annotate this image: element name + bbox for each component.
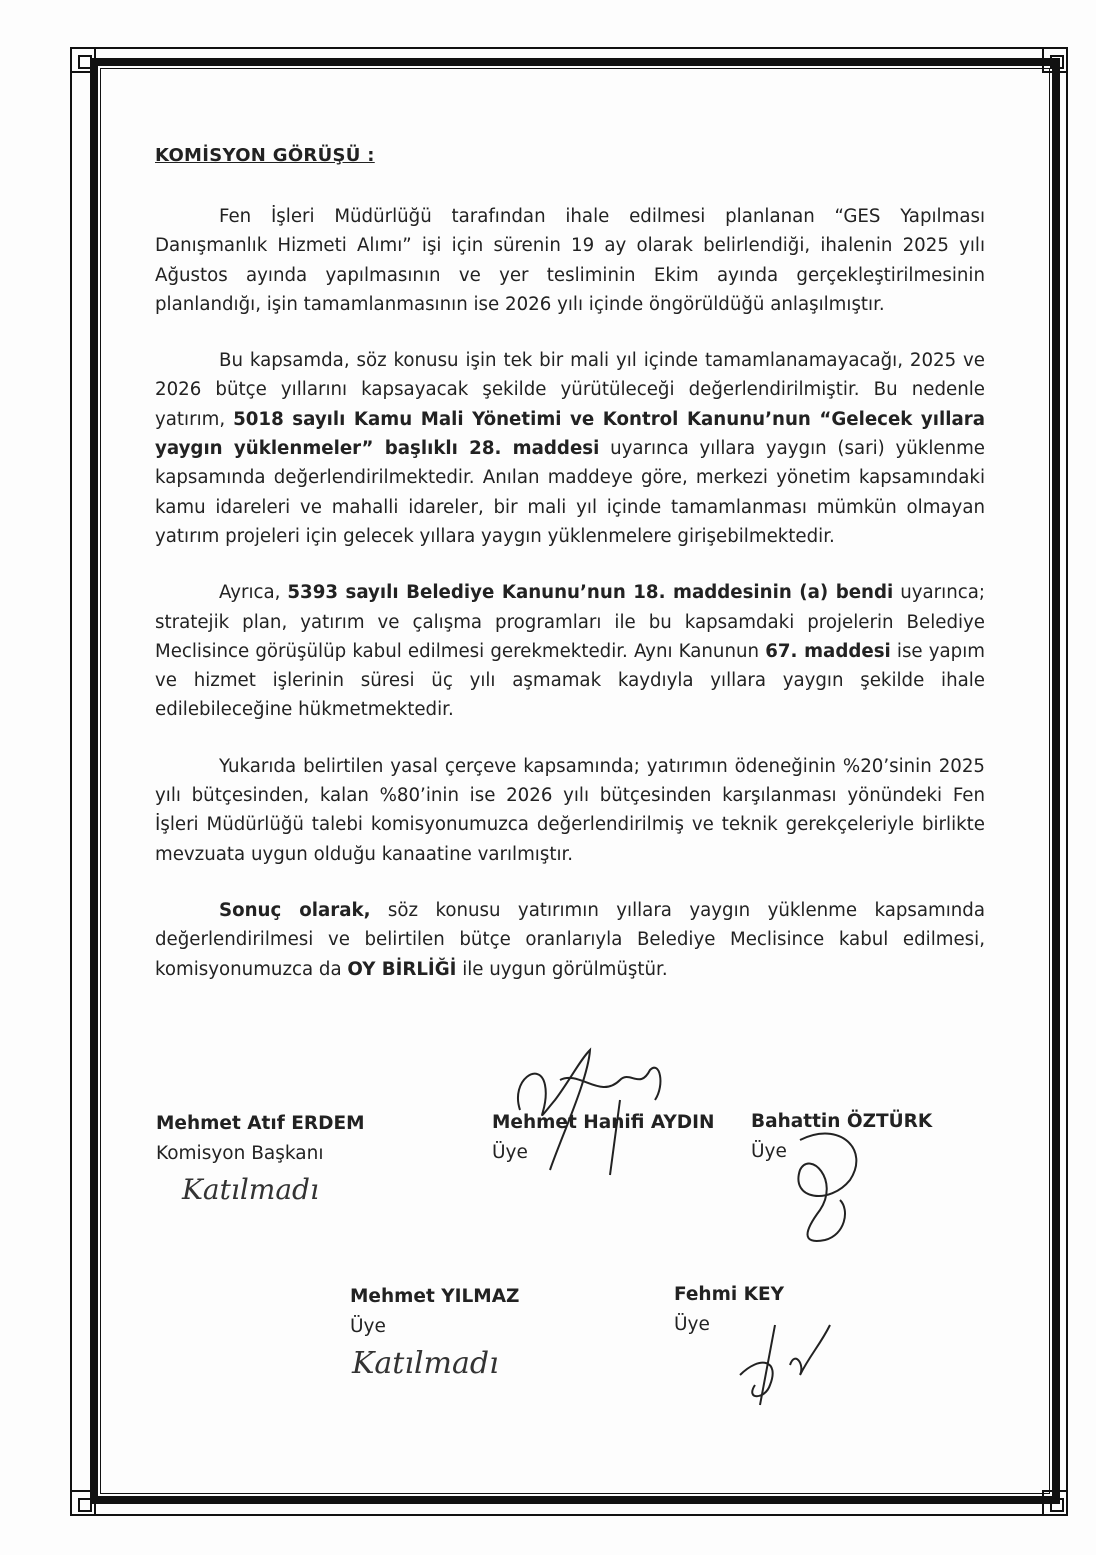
- text-run: ise yapım ve hizmet işlerinin süresi üç yılı aşmamak kaydıyla yıllara yaygın şekilde ihale edilebileceğine hükmetmektedir.: [155, 640, 985, 721]
- text-run: uyarınca yıllara yaygın (sari) yüklenme kapsamında değerlendirilmektedir. Anılan maddeye göre, merkezi yönetim kapsamındaki kamu idareleri ve mahalli idareler, bir mali yıl içinde tamamlanması mümkün olmayan yatırım projeleri için gelecek yıllara yaygın yüklenmelere girişebilmektedir.: [155, 438, 985, 547]
- bold-text-run: Sonuç olarak,: [219, 899, 371, 921]
- text-run: Yukarıda belirtilen yasal çerçeve kapsamında; yatırımın ödeneğinin %20’sinin 2025 yılı bütçesinden, kalan %80’inin ise 2026 yılı bütçesinden karşılanması yönündeki Fen İşleri Müdürlüğü talebi komisyonumuzca değerlendirilmiş ve teknik gerekçeleriyle birlikte mevzuata uygun olduğu kanaatine varılmıştır.: [155, 755, 985, 865]
- signatory-role: Üye: [751, 1141, 787, 1162]
- body-paragraph: [155, 346, 985, 551]
- signature-aydin: [500, 1040, 680, 1190]
- signatory-erdem: [156, 1109, 365, 1169]
- signatory-role: Üye: [492, 1142, 528, 1163]
- text-run: ile uygun görülmüştür.: [456, 958, 668, 980]
- signatory-name: Mehmet YILMAZ: [350, 1286, 520, 1307]
- corner-ornament-top-right: [1042, 47, 1068, 73]
- text-run: Bu kapsamda, söz konusu işin tek bir mali yıl içinde tamamlanamayacağı, 2025 ve 2026 bütçe yıllarını kapsayacak şekilde yürütüleceği değerlendirilmiştir. Bu nedenle yatırım,: [155, 350, 985, 430]
- bold-text-run: 67. maddesi: [765, 640, 891, 662]
- body-paragraph: [155, 896, 985, 984]
- document-body: [155, 145, 985, 1011]
- signatory-name: Fehmi KEY: [674, 1284, 785, 1305]
- corner-ornament-top-left: [70, 47, 96, 73]
- corner-ornament-bottom-left: [70, 1490, 96, 1516]
- signatory-role: Komisyon Başkanı: [156, 1143, 324, 1164]
- signature-key: [720, 1305, 840, 1415]
- signatory-role: Üye: [674, 1314, 710, 1335]
- signatory-yilmaz: [350, 1282, 519, 1342]
- body-paragraph: [155, 578, 985, 724]
- text-run: uyarınca; stratejik plan, yatırım ve çalışma programları ile bu kapsamdaki projelerin Belediye Meclisince görüşülüp kabul edilmesi gerekmektedir. Aynı Kanunun: [155, 582, 985, 662]
- paragraph-list: [155, 202, 985, 984]
- signatory-name: Mehmet Hanifi AYDIN: [492, 1112, 715, 1133]
- text-run: söz konusu yatırımın yıllara yaygın yüklenme kapsamında değerlendirilmesi ve belirtilen bütçe oranlarıyla Belediye Meclisince kabul edilmesi, komisyonumuzca da: [155, 899, 985, 980]
- corner-ornament-bottom-right: [1042, 1490, 1068, 1516]
- handwritten-note-erdem: Katılmadı: [182, 1173, 319, 1206]
- bold-text-run: 5018 sayılı Kamu Mali Yönetimi ve Kontrol Kanunu’nun “Gelecek yıllara yaygın yüklenmeler” başlıklı 28. maddesi: [155, 408, 986, 460]
- bold-text-run: 5393 sayılı Belediye Kanunu’nun 18. maddesinin (a) bendi: [287, 582, 894, 604]
- signature-ozturk: [780, 1110, 880, 1250]
- text-run: Fen İşleri Müdürlüğü tarafından ihale edilmesi planlanan “GES Yapılması Danışmanlık Hizmeti Alımı” işi için sürenin 19 ay olarak belirlendiği, ihalenin 2025 yılı Ağustos ayında yapılmasının ve yer tesliminin Ekim ayında gerçekleştirilmesinin planlandığı, işin tamamlanmasının ise 2026 yılı içinde öngörüldüğü anlaşılmıştır.: [155, 206, 985, 315]
- body-paragraph: [155, 752, 985, 869]
- signatory-role: Üye: [350, 1316, 386, 1337]
- handwritten-note-yilmaz: Katılmadı: [352, 1346, 499, 1381]
- document-heading: KOMİSYON GÖRÜŞÜ :: [155, 145, 375, 166]
- signatory-name: Mehmet Atıf ERDEM: [156, 1113, 365, 1134]
- signatory-name: Bahattin ÖZTÜRK: [751, 1111, 933, 1132]
- bold-text-run: OY BİRLİĞİ: [347, 958, 457, 980]
- text-run: Ayrıca,: [219, 582, 288, 604]
- body-paragraph: [155, 202, 985, 319]
